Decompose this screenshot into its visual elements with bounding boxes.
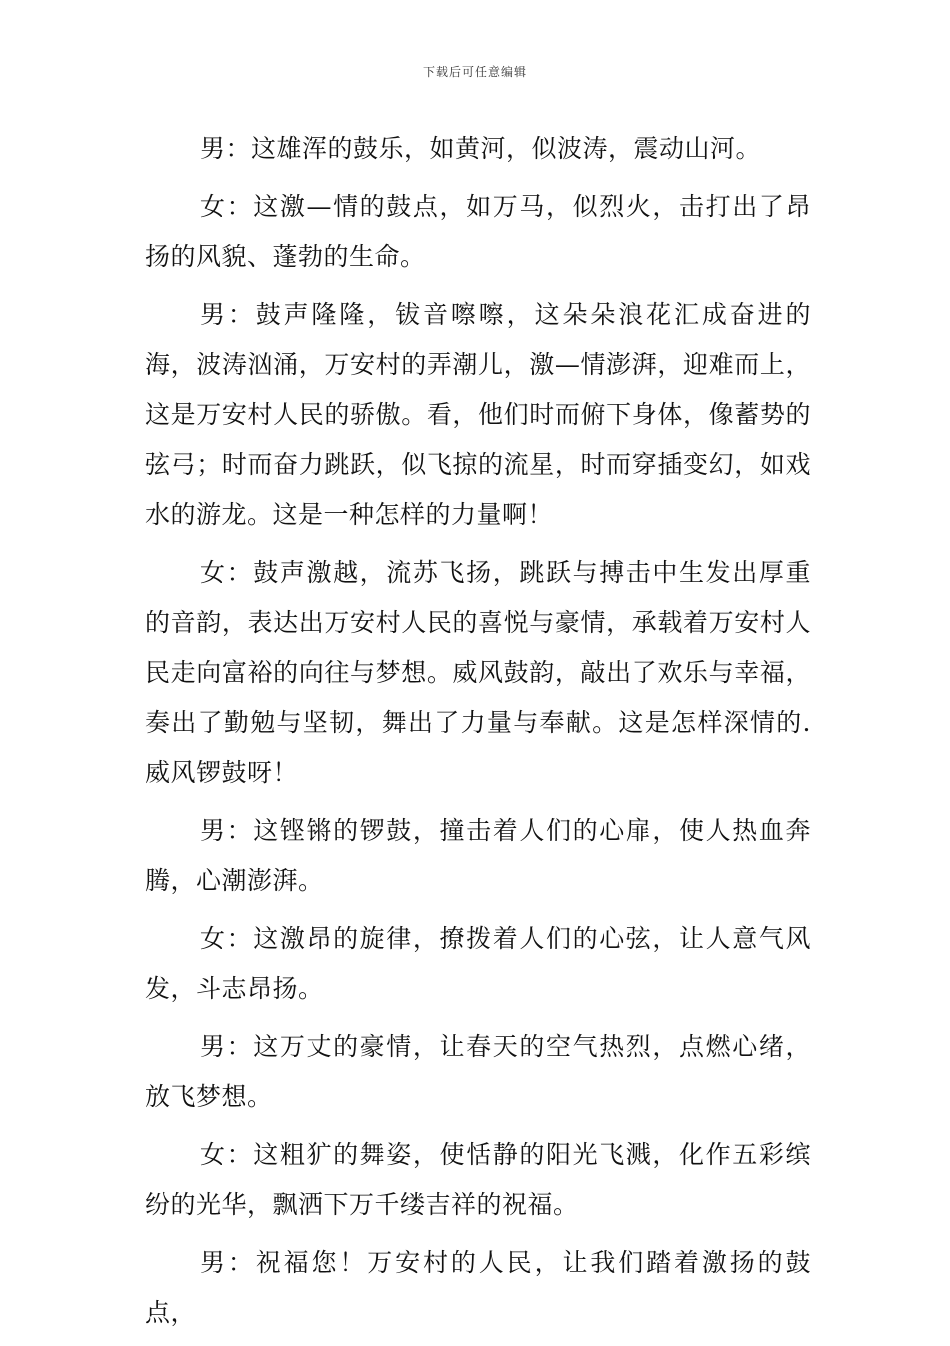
paragraph-3: 男：鼓声隆隆，钹音嚓嚓，这朵朵浪花汇成奋进的海，波涛汹涌，万安村的弄潮儿，激—情澎湃，迎难而上，这是万安村人民的骄傲。看，他们时而俯下身体，像蓄势的弦弓；时而奋力跳跃，似飞掠的流星，时而穿插变幻，如戏水的游龙。这是一种怎样的力量啊！	[145, 300, 811, 529]
paragraph-7: 男：这万丈的豪情，让春天的空气热烈，点燃心绪，放飞梦想。	[145, 1032, 811, 1111]
page-header: 下载后可任意编辑	[422, 65, 527, 79]
paragraph-8: 女：这粗犷的舞姿，使恬静的阳光飞溅，化作五彩缤纷的光华，飘洒下万千缕吉祥的祝福。	[145, 1140, 811, 1219]
paragraph-5: 男：这铿锵的锣鼓，撞击着人们的心扉，使人热血奔腾，心潮澎湃。	[145, 816, 811, 895]
paragraph-6: 女：这激昂的旋律，撩拨着人们的心弦，让人意气风发，斗志昂扬。	[145, 924, 811, 1003]
paragraph-1: 男：这雄浑的鼓乐，如黄河，似波涛，震动山河。	[200, 134, 762, 163]
paragraph-2: 女：这激—情的鼓点，如万马，似烈火，击打出了昂扬的风貌、蓬勃的生命。	[145, 192, 811, 271]
paragraph-4: 女：鼓声激越，流苏飞扬，跳跃与搏击中生发出厚重的音韵，表达出万安村人民的喜悦与豪情，承载着万安村人民走向富裕的向往与梦想。威风鼓韵，敲出了欢乐与幸福，奏出了勤勉与坚韧，舞出了力量与奉献。这是怎样深情的.威风锣鼓呀！	[145, 558, 811, 787]
paragraph-9: 男：祝福您！万安村的人民，让我们踏着激扬的鼓点，	[145, 1248, 811, 1327]
document-body	[145, 124, 811, 1346]
